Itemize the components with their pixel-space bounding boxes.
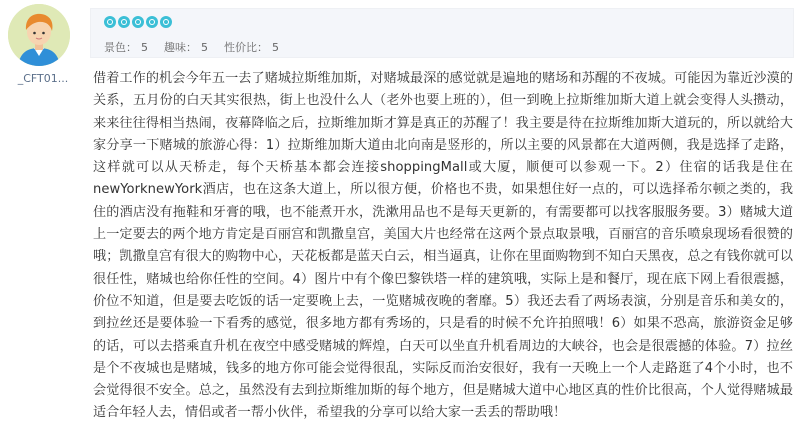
score-fun — [164, 39, 208, 55]
avatar[interactable] — [8, 4, 70, 66]
star-icon — [160, 16, 172, 28]
star-icon — [132, 16, 144, 28]
star-icon — [104, 16, 116, 28]
reviewer-profile — [0, 0, 82, 100]
score-label: 趣味： — [164, 41, 197, 54]
score-value-for-money — [224, 39, 279, 55]
rating-panel — [90, 8, 794, 58]
avatar-illustration — [8, 4, 70, 66]
star-rating — [104, 16, 172, 28]
score-value: 5 — [272, 41, 279, 54]
review-text: 借着工作的机会今年五一去了赌城拉斯维加斯，对赌城最深的感觉就是遍地的赌场和苏醒的不夜城。可能因为靠近沙漠的关系，五月份的白天其实很热，街上也没什么人（老外也要上班的），但一到晚上拉斯维加斯大道上就会变得人头攒动，来来往往得相当热闹，夜幕降临之后，拉斯维加斯才算是真正的苏醒了！我主要是待在拉斯维加斯大道玩的，所以就给大家分享一下赌城的旅游心得：1）拉斯维加斯大道由北向南是竖形的，所以主要的风景都在大道两侧，我是选择了走路，这样就可以从天桥走，每个天桥基本都会连接shoppingMall或大厦，顺便可以参观一下。2）住宿的话我是住在newYorknewYork酒店，也在这条大道上，所以很方便，价格也不贵，如果想住好一点的，可以选择希尔顿之类的，我住的酒店没有拖鞋和牙膏的哦，也不能煮开水，洗漱用品也不是每天更新的，有需要都可以找客服服务要。3）赌城大道上一定要去的两个地方肯定是百丽宫和凯撒皇宫，美国大片也经常在这两个景点取景哦，百丽宫的音乐喷泉现场看很赞的哦；凯撒皇宫有很大的购物中心，天花板都是蓝天白云，相当逼真，让你在里面购物到不知白天黑夜，总之有钱你就可以很任性，赌城也给你任性的空间。4）图片中有个像巴黎铁塔一样的建筑哦，实际上是和餐厅，现在底下网上看很震撼，价位不知道，但是要去吃饭的话一定要晚上去，一览赌城夜晚的奢靡。5）我还去看了两场表演，分别是音乐和美女的，到拉丝还是要体验一下看秀的感觉，很多地方都有秀场的，只是看的时候不允许拍照哦！6）如果不恐高，旅游资金足够的话，可以去搭乘直升机在夜空中感受赌城的辉煌，白天可以坐直升机看周边的大峡谷，也会是很震撼的体验。7）拉丝是个不夜城也是赌城，钱多的地方你可能会觉得很乱，实际反而治安很好，我有一天晚上一个人走路逛了4个小时，也不会觉得很不安全。总之，虽然没有去到拉斯维加斯的每个地方，但是赌城大道中心地区真的性价比很高，个人觉得赌城最适合年轻人去，情侣或者一帮小伙伴，希望我的分享可以给大家一丢丢的帮助哦！ — [93, 71, 793, 421]
score-label: 景色： — [104, 41, 137, 54]
score-value: 5 — [141, 41, 148, 54]
star-icon — [146, 16, 158, 28]
star-icon — [118, 16, 130, 28]
sub-scores — [104, 39, 279, 55]
score-label: 性价比： — [224, 41, 268, 54]
score-value: 5 — [201, 41, 208, 54]
username[interactable]: _CFT01... — [17, 72, 69, 85]
score-scenery — [104, 39, 148, 55]
